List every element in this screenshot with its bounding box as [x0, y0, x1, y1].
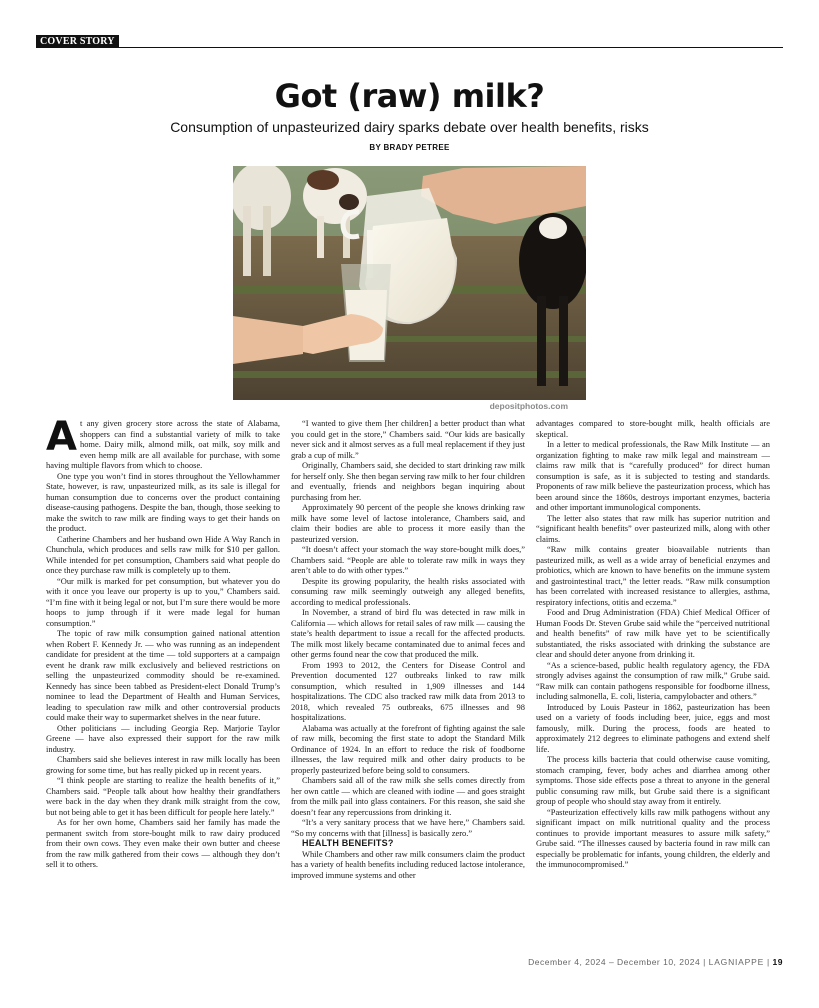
paragraph: advantages compared to store-bought milk, health officials are skeptical.	[536, 418, 770, 439]
paragraph: In November, a strand of bird flu was detected in raw milk in California — which allows for retail sales of raw milk — causing the state’s health department to issue a recall for the affected products. The milk most likely became contaminated due to animal feces and other germs found near the cow that produced the milk.	[291, 607, 525, 659]
paragraph: Chambers said all of the raw milk she sells comes directly from her own cattle — which are cleaned with iodine — and goes straight from the milk pail into glass containers. For this reason, she said she doesn’t fear any repercussions from drinking it.	[291, 775, 525, 817]
footer-separator: |	[766, 957, 770, 967]
page-footer	[528, 957, 783, 967]
paragraph: Other politicians — including Georgia Rep. Marjorie Taylor Greene — have also expressed their support for the raw milk industry.	[46, 722, 280, 754]
paragraph: Approximately 90 percent of the people she knows drinking raw milk have some level of lactose intolerance, Chambers said, and claim their bodies are able to process it more easily than the pasteurized version.	[291, 502, 525, 544]
paragraph: “I wanted to give them [her children] a better product than what you could get in the store,” Chambers said. “Our kids are basically never sick and it almost serves as a full meal replacement if they just grab a cup of milk.”	[291, 418, 525, 460]
paragraph: The letter also states that raw milk has superior nutrition and “significant health benefits” over pasteurized milk, along with other claims.	[536, 512, 770, 544]
article-body	[46, 418, 784, 948]
paragraph: “Raw milk contains greater bioavailable nutrients than pasteurized milk, as well as a wide array of beneficial enzymes and probiotics, which are known to have benefits on the immune system and gastrointestinal tract,” the letter reads. “Raw milk consumption has been correlated with increased resistance to allergies, asthma, respiratory infections, otitis and eczema.”	[536, 544, 770, 607]
section-subhead: HEALTH BENEFITS?	[302, 838, 394, 848]
paragraph: “Our milk is marked for pet consumption, but whatever you do with it once you leave our property is up to you,” Chambers said. “I’m fine with it being legal or not, but I’m sure there would be more hoops to jump through if it were made legal for human consumption.”	[46, 575, 280, 628]
paragraph: Introduced by Louis Pasteur in 1862, pasteurization has been used on a variety of foods including beer, juice, eggs and most famously, milk. During the process, foods are heated to approximately 212 degrees to eliminate pathogens and extend shelf life.	[536, 701, 770, 754]
paragraph: From 1993 to 2012, the Centers for Disease Control and Prevention documented 127 outbreaks linked to raw milk consumption, which resulted in 1,909 illnesses and 144 hospitalizations. The CDC also tracked raw milk data from 2013 to 2018, which revealed 75 outbreaks, 675 illnesses and 98 hospitalizations.	[291, 659, 525, 722]
paragraph: “It’s a very sanitary process that we have here,” Chambers said. “So my concerns with that [illness] is basically zero.”	[291, 817, 525, 838]
photo-credit: depositphotos.com	[489, 401, 568, 411]
paragraph: Chambers said she believes interest in raw milk locally has been growing for some time, but has really picked up in recent years.	[46, 754, 280, 775]
paragraph: Food and Drug Administration (FDA) Chief Medical Officer of Human Foods Dr. Steven Grube said while the “perceived nutritional and health benefits” of raw milk have yet to be scientifically substantiated, the risks associated with drinking the substance are clear and should deter anyone from drinking it.	[536, 607, 770, 659]
paragraph: The topic of raw milk consumption gained national attention when Robert F. Kennedy Jr. — who was running as an independent candidate for president at the time — told supporters at a campaign event he drank raw milk exclusively and believed restrictions on selling the unpasteurized commodity should be re-examined. Kennedy has since been tabbed as President-elect Donald Trump’s nominee to lead the Department of Health and Human Services, leading to speculation raw milk and other controversial products could make their way to supermarket shelves in the near future.	[46, 628, 280, 722]
drop-cap: A	[46, 418, 77, 460]
article-photo	[233, 166, 586, 400]
paragraph: While Chambers and other raw milk consumers claim the product has a variety of health benefits including reduced lactose intolerance, improved immune systems and other	[291, 848, 525, 880]
paragraph: “It doesn’t affect your stomach the way store-bought milk does,” Chambers said. “People are able to tolerate raw milk in ways they aren’t able to do with other types.”	[291, 544, 525, 575]
footer-separator: |	[703, 957, 706, 967]
column-3	[536, 418, 770, 948]
paragraph: One type you won’t find in stores throughout the Yellowhammer State, however, is raw, unpasteurized milk, as its sale is illegal for human consumption due to concerns over the product containing disease-causing pathogens. Despite the ban, though, those seeking to make the switch to raw milk are finding ways to get their hands on the product.	[46, 470, 280, 533]
paragraph: The process kills bacteria that could otherwise cause vomiting, stomach cramping, fever, body aches and diarrhea among other symptoms. Those side effects pose a threat to anyone in the general public consuming raw milk, but Grube said there is a significant group of people who should stay away from it entirely.	[536, 754, 770, 806]
paragraph: “Pasteurization effectively kills raw milk pathogens without any significant impact on milk nutritional quality and the process continues to provide important measures to assure milk safety,” Grube said. “The illnesses caused by bacteria found in raw milk can especially be problematic for infants, young children, the elderly and the immunocompromised.”	[536, 806, 770, 869]
page-number: 19	[772, 957, 783, 967]
paragraph: “As a science-based, public health regulatory agency, the FDA strongly advises against the consumption of raw milk,” Grube said. “Raw milk can contain pathogens responsible for foodborne illness, including salmonella, E. coli, listeria, campylobacter and others.”	[536, 659, 770, 701]
paragraph: t any given grocery store across the state of Alabama, shoppers can find a substantial variety of milk to take home. Dairy milk, almond milk, oat milk, soy milk and even hemp milk are all available for purchase, with some having multiple flavors from which to choose.	[46, 418, 280, 470]
header-rule	[36, 47, 783, 48]
issue-date-range: December 4, 2024 – December 10, 2024	[528, 957, 701, 967]
magazine-name: LAGNIAPPE	[708, 957, 765, 967]
article-dek: Consumption of unpasteurized dairy sparks debate over health benefits, risks	[170, 119, 649, 135]
paragraph: In a letter to medical professionals, the Raw Milk Institute — an organization fighting to make raw milk legal and mainstream — claims raw milk that is “carefully produced” for direct human consumption is safe, as it is subjected to testing and standards. Proponents of raw milk believe the pasteurization process, which has been around since the 1860s, destroys important enzymes, bacteria and other important immunological components.	[536, 439, 770, 512]
paragraph: Catherine Chambers and her husband own Hide A Way Ranch in Chunchula, which produces and sells raw milk for $10 per gallon. While intended for pet consumption, Chambers said what people do once they purchase raw milk is completely up to them.	[46, 533, 280, 575]
column-1	[46, 418, 280, 948]
paragraph: Originally, Chambers said, she decided to start drinking raw milk for herself only. She then began serving raw milk to her four children and eventually, friends and neighbors began inquiring about purchasing from her.	[291, 460, 525, 502]
section-tag: COVER STORY	[36, 35, 119, 48]
paragraph: As for her own home, Chambers said her family has made the permanent switch from store-bought milk to raw dairy produced from their own cows. They even make their own butter and cheese from the raw milk gathered from their cows — although they don’t sell it to others.	[46, 817, 280, 869]
article-byline: BY BRADY PETREE	[369, 143, 450, 152]
paragraph: “I think people are starting to realize the health benefits of it,” Chambers said. “People talk about how healthy their grandfathers were back in the day when they drank milk straight from the cow, but not being able to get it has been difficult for people here lately.”	[46, 775, 280, 817]
paragraph: Alabama was actually at the forefront of fighting against the sale of raw milk, becoming the first state to adopt the Standard Milk Ordinance of 1924. In an effort to reduce the risk of foodborne illnesses, the law required milk and other dairy products to be properly pasteurized before being sold to consumers.	[291, 722, 525, 775]
paragraph: Despite its growing popularity, the health risks associated with consuming raw milk seemingly outweigh any alleged benefits, according to medical professionals.	[291, 575, 525, 607]
column-2	[291, 418, 525, 948]
article-headline: Got (raw) milk?	[274, 77, 545, 115]
